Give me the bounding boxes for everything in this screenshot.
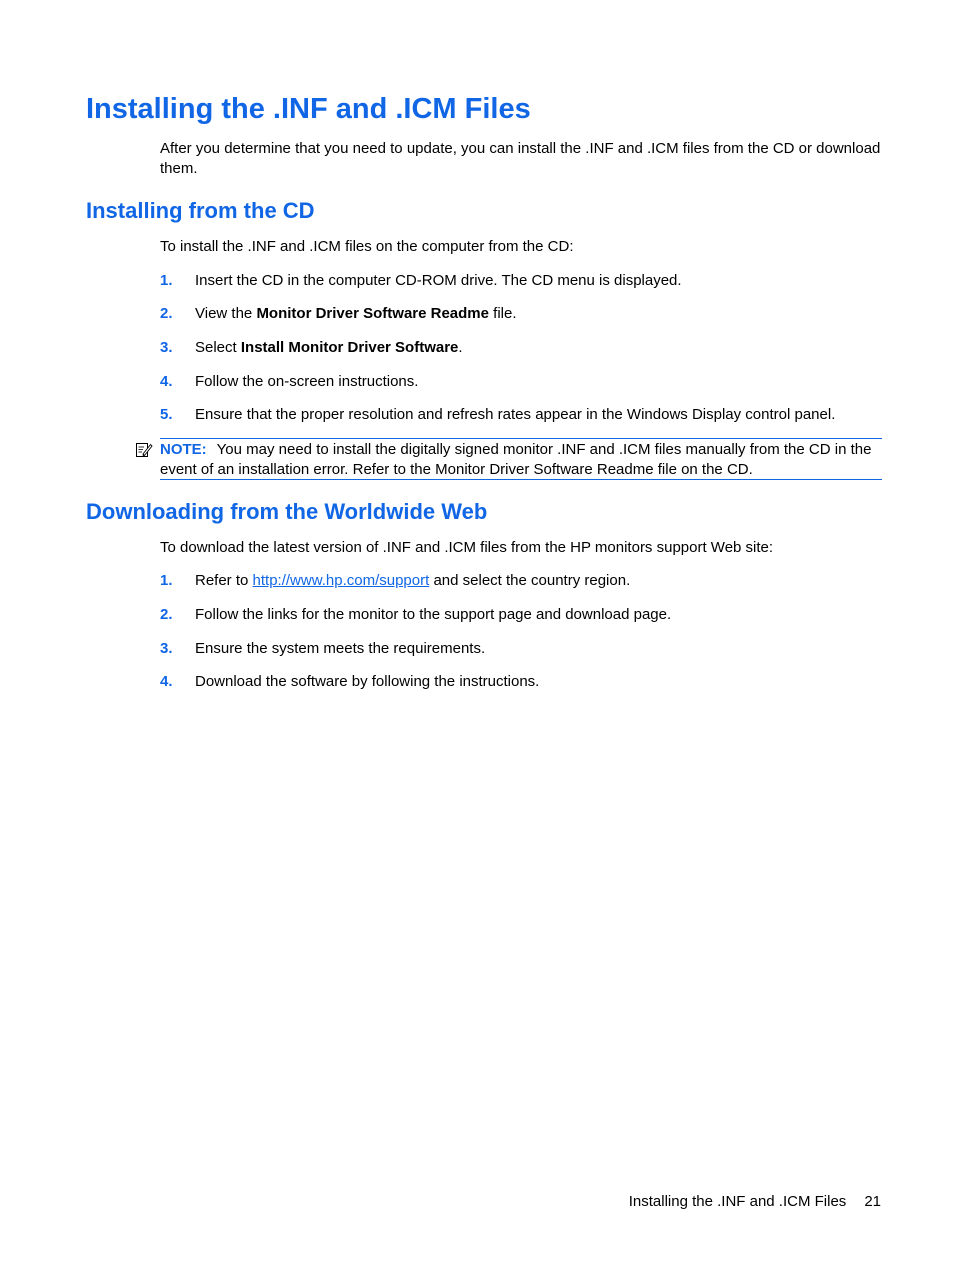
step-number: 4. bbox=[160, 673, 173, 690]
step-text: Follow the links for the monitor to the support page and download page. bbox=[195, 606, 672, 623]
intro-paragraph: After you determine that you need to update, you can install the .INF and .ICM files from the CD or download them. bbox=[160, 140, 881, 177]
footer-section-title: Installing the .INF and .ICM Files bbox=[628, 1193, 847, 1210]
step-text: Insert the CD in the computer CD-ROM drive. The CD menu is displayed. bbox=[195, 272, 682, 289]
page-title: Installing the .INF and .ICM Files bbox=[86, 93, 531, 125]
hp-support-link[interactable]: http://www.hp.com/support bbox=[252, 572, 430, 589]
step-text: View the Monitor Driver Software Readme file. bbox=[195, 305, 517, 322]
note-box bbox=[160, 438, 882, 480]
step-number: 1. bbox=[160, 272, 173, 289]
section-heading-web: Downloading from the Worldwide Web bbox=[86, 499, 488, 524]
step-text: Select Install Monitor Driver Software. bbox=[195, 339, 463, 356]
step-number: 3. bbox=[160, 640, 173, 657]
page-number: 21 bbox=[864, 1193, 881, 1210]
step-number: 2. bbox=[160, 305, 173, 322]
step-number: 4. bbox=[160, 373, 173, 390]
step-number: 3. bbox=[160, 339, 173, 356]
step-text: Follow the on-screen instructions. bbox=[195, 373, 419, 390]
bold-term: Install Monitor Driver Software bbox=[240, 339, 459, 356]
cd-lead-paragraph: To install the .INF and .ICM files on the computer from the CD: bbox=[160, 238, 574, 255]
bold-term: Monitor Driver Software Readme bbox=[256, 305, 489, 322]
step-number: 2. bbox=[160, 606, 173, 623]
step-text: Download the software by following the instructions. bbox=[195, 673, 540, 690]
section-heading-cd: Installing from the CD bbox=[86, 198, 315, 223]
step-text: Refer to http://www.hp.com/support and select the country region. bbox=[195, 572, 631, 589]
step-number: 1. bbox=[160, 572, 173, 589]
web-lead-paragraph: To download the latest version of .INF and .ICM files from the HP monitors support Web site: bbox=[160, 539, 774, 556]
note-label: NOTE: bbox=[160, 441, 207, 458]
note-text: You may need to install the digitally signed monitor .INF and .ICM files manually from the CD in the event of an installation error. Refer to the Monitor Driver Software Readme file on the CD. bbox=[160, 441, 872, 478]
step-number: 5. bbox=[160, 406, 173, 423]
page-footer bbox=[629, 1192, 881, 1212]
note-pencil-icon bbox=[135, 441, 153, 459]
step-text: Ensure the system meets the requirements. bbox=[195, 640, 486, 657]
step-text: Ensure that the proper resolution and refresh rates appear in the Windows Display control panel. bbox=[195, 406, 836, 423]
